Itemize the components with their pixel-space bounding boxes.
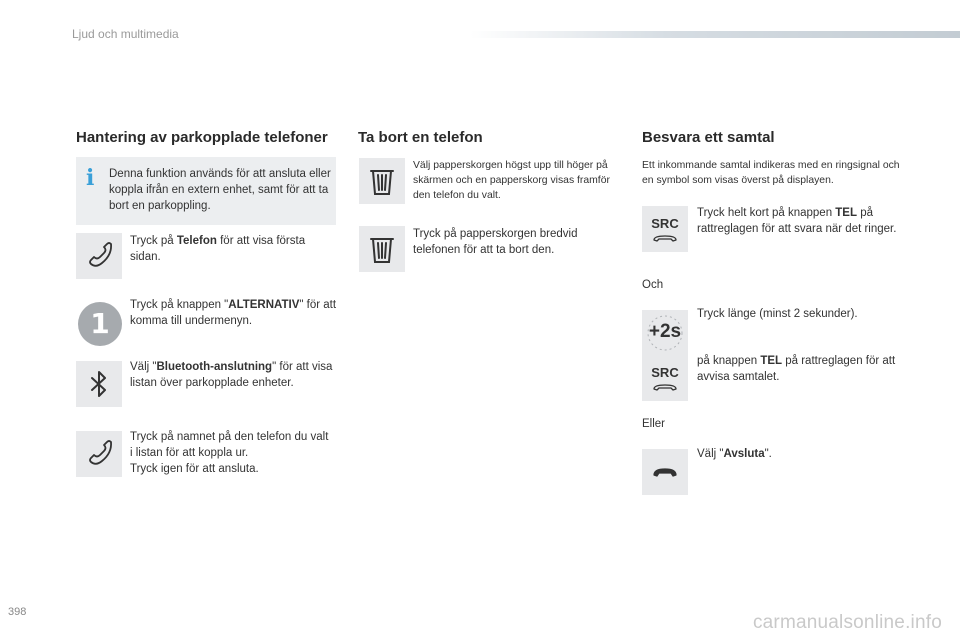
step-telefon: Tryck på Telefon för att visa första sidan. — [130, 235, 306, 263]
step-end-call: Välj "Avsluta". — [697, 448, 772, 460]
info-text: Denna funktion används för att ansluta eller koppla ifrån en extern enhet, samt för att ta bort en parkoppling. — [109, 168, 331, 212]
src-label: SRC — [651, 216, 679, 231]
header-bar — [470, 31, 960, 38]
step-press-tel: Tryck helt kort på knappen TEL på rattreglagen för att svara när det ringer. — [697, 207, 897, 235]
watermark: carmanualsonline.info — [752, 612, 942, 633]
step-number-badge: 1 — [78, 302, 122, 346]
answer-intro: Ett inkommande samtal indikeras med en ringsignal och en symbol som visas överst på displayen. — [642, 160, 900, 186]
step-bluetooth: Välj "Bluetooth-anslutning" för att visa listan över parkopplade enheter. — [130, 361, 333, 389]
bluetooth-icon — [76, 361, 122, 407]
section-title-answer-call: Besvara ett samtal — [642, 129, 775, 146]
page-number: 398 — [8, 606, 27, 618]
step-reject-call: på knappen TEL på rattreglagen för att avvisa samtalet. — [697, 355, 896, 383]
hold-duration-label: +2s — [648, 321, 682, 342]
running-header: Ljud och multimedia — [72, 27, 179, 41]
phone-icon — [76, 233, 122, 279]
step-tap-trash: Tryck på papperskorgen bredvid telefonen för att ta bort den. — [413, 228, 578, 256]
src-label: SRC — [651, 365, 679, 380]
info-icon: i — [86, 165, 95, 191]
step-select-phone: Tryck på namnet på den telefon du valt i listan för att koppla ur. Tryck igen för att ansluta. — [130, 431, 329, 475]
long-press-icon — [642, 310, 688, 356]
och-label: Och — [642, 279, 664, 291]
section-title-delete-phone: Ta bort en telefon — [358, 129, 483, 146]
hang-up-icon — [642, 449, 688, 495]
eller-label: Eller — [642, 418, 666, 430]
section-title-paired-phones: Hantering av parkopplade telefoner — [76, 129, 328, 146]
trash-icon — [359, 158, 405, 204]
step-alternativ: Tryck på knappen "ALTERNATIV" för att komma till undermenyn. — [130, 299, 337, 327]
src-tel-button-icon — [642, 355, 688, 401]
step-select-trash: Välj papperskorgen högst upp till höger på skärmen och en papperskorg visas framför den telefon du valt. — [413, 160, 610, 201]
trash-icon — [359, 226, 405, 272]
src-tel-button-icon — [642, 206, 688, 252]
phone-icon — [76, 431, 122, 477]
step-long-press: Tryck länge (minst 2 sekunder). — [697, 308, 858, 320]
